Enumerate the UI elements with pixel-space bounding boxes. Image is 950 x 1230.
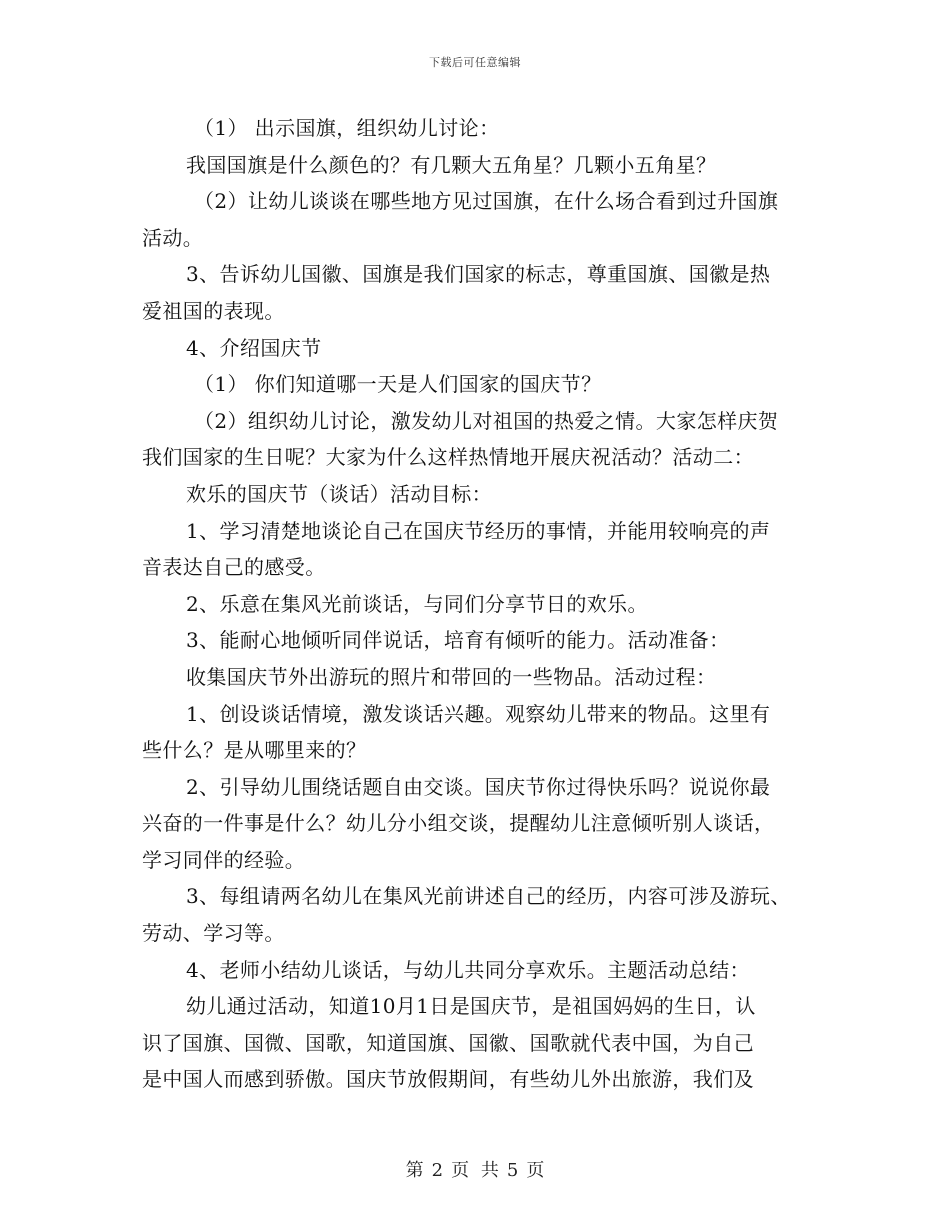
text-line: （2）组织幼儿讨论，激发幼儿对祖国的热爱之情。大家怎样庆贺	[194, 408, 779, 433]
text-line: 识了国旗、国微、国歌，知道国旗、国徽、国歌就代表中国，为自己	[142, 1030, 754, 1055]
footer-prefix: 第	[405, 1160, 424, 1181]
text-line: 3、每组请两名幼儿在集风光前讲述自己的经历，内容可涉及游玩、	[186, 884, 791, 909]
text-line: 1、学习清楚地谈论自己在国庆节经历的事情，并能用较响亮的声	[186, 518, 771, 543]
text-line: （1） 你们知道哪一天是人们国家的国庆节？	[194, 372, 602, 397]
text-line: 是中国人而感到骄傲。国庆节放假期间，有些幼儿外出旅游，我们及	[142, 1067, 754, 1092]
footer-middle: 页 共	[451, 1160, 499, 1181]
text-line: 3、告诉幼儿国徽、国旗是我们国家的标志，尊重国旗、国徽是热	[186, 262, 771, 287]
current-page-number: 2	[431, 1160, 444, 1181]
text-line: 学习同伴的经验。	[142, 847, 306, 872]
text-line: 收集国庆节外出游玩的照片和带回的一些物品。活动过程：	[186, 664, 717, 689]
text-line: 欢乐的国庆节（谈话）活动目标：	[186, 481, 492, 506]
text-line: 音表达自己的感受。	[142, 555, 326, 580]
text-line: 4、老师小结幼儿谈话，与幼儿共同分享欢乐。主题活动总结：	[186, 957, 750, 982]
text-line: （2）让幼儿谈谈在哪些地方见过国旗，在什么场合看到过升国旗	[194, 189, 779, 214]
text-line: 兴奋的一件事是什么？幼儿分小组交谈，提醒幼儿注意倾听别人谈话，	[142, 811, 775, 836]
text-line: 2、引导幼儿围绕话题自由交谈。国庆节你过得快乐吗？说说你最	[186, 774, 771, 799]
total-pages-number: 5	[506, 1160, 519, 1181]
text-line: 4、介绍国庆节	[186, 335, 322, 360]
text-line: （1） 出示国旗，组织幼儿讨论：	[194, 116, 500, 140]
text-line: 幼儿通过活动，知道10月1日是国庆节，是祖国妈妈的生日，认	[186, 994, 756, 1019]
page-header-note: 下载后可任意编辑	[429, 56, 521, 69]
text-line: 我国国旗是什么颜色的？有几颗大五角星？几颗小五角星？	[186, 152, 717, 177]
text-line: 活动。	[142, 225, 204, 250]
text-line: 2、乐意在集风光前谈话，与同们分享节日的欢乐。	[186, 591, 648, 616]
text-line: 些什么？是从哪里来的？	[142, 738, 367, 763]
text-line: 我们国家的生日呢？大家为什么这样热情地开展庆祝活动？活动二：	[142, 445, 754, 470]
text-line: 3、能耐心地倾听同伴说话，培育有倾听的能力。活动准备：	[186, 628, 730, 653]
text-line: 劳动、学习等。	[142, 921, 285, 946]
footer-suffix: 页	[526, 1160, 545, 1181]
text-line: 1、创设谈话情境，激发谈话兴趣。观察幼儿带来的物品。这里有	[186, 701, 771, 726]
text-line: 爱祖国的表现。	[142, 298, 285, 323]
document-body	[142, 110, 812, 1098]
page-footer	[0, 1156, 950, 1182]
